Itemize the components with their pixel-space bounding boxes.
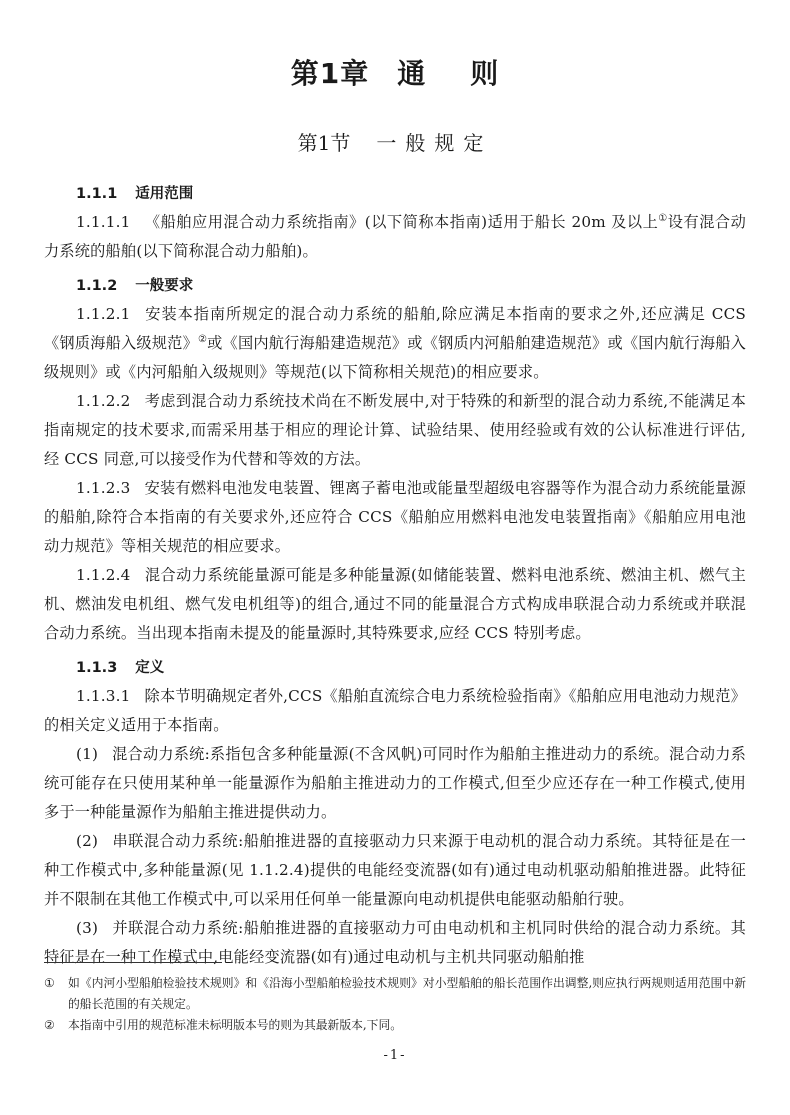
footnote-reference: ①	[658, 213, 668, 224]
clause-number: 1.1.3.1	[76, 687, 131, 705]
clause-paragraph	[44, 208, 746, 266]
clause-text: 《船舶应用混合动力系统指南》(以下简称本指南)适用于船长 20m 及以上	[144, 213, 659, 231]
subsection-heading	[44, 272, 746, 300]
clause-paragraph	[44, 561, 746, 648]
footnote-reference: ②	[197, 334, 208, 345]
page-number: -1-	[383, 1048, 407, 1063]
clause-text: 混合动力系统能量源可能是多种能量源(如储能装置、燃料电池系统、燃油主机、燃气主机、燃油发电机组、燃气发电机组等)的组合,通过不同的能量混合方式构成串联混合动力系统或并联混合动力系统。当出现本指南未提及的能量源时,其特殊要求,应经 CCS 特别考虑。	[44, 566, 746, 642]
clause-paragraph	[44, 474, 746, 561]
footnote-text: 如《内河小型船舶检验技术规则》和《沿海小型船舶检验技术规则》对小型船舶的船长范围作出调整,则应执行两规则适用范围中新的船长范围的有关规定。	[68, 976, 746, 1011]
chapter-title	[0, 52, 790, 92]
chapter-title-part-2: 则	[470, 57, 500, 90]
section-number: 第1节	[297, 131, 351, 155]
heading-title: 适用范围	[135, 186, 194, 202]
section-name: 一般规定	[376, 131, 493, 155]
clause-paragraph	[44, 740, 746, 827]
clause-paragraph	[44, 387, 746, 474]
clause-number: 1.1.2.4	[76, 566, 131, 584]
clause-number: 1.1.2.2	[76, 392, 131, 410]
body-content	[44, 180, 746, 972]
subsection-heading	[44, 180, 746, 208]
clause-number: 1.1.2.3	[76, 479, 131, 497]
subsection-heading	[44, 654, 746, 682]
heading-title: 一般要求	[135, 278, 194, 294]
heading-number: 1.1.3	[76, 660, 118, 676]
clause-number: (2)	[76, 832, 99, 850]
clause-number: (1)	[76, 745, 99, 763]
clause-text: 并联混合动力系统:船舶推进器的直接驱动力可由电动机和主机同时供给的混合动力系统。其特征是在一种工作模式中,电能经变流器(如有)通过电动机与主机共同驱动船舶推	[44, 919, 746, 966]
clause-paragraph	[44, 300, 746, 387]
clause-paragraph	[44, 827, 746, 914]
clause-text: 考虑到混合动力系统技术尚在不断发展中,对于特殊的和新型的混合动力系统,不能满足本指南规定的技术要求,而需采用基于相应的理论计算、试验结果、使用经验或有效的公认标准进行评估,经 CCS 同意,可以接受作为代替和等效的方法。	[44, 392, 746, 468]
clause-number: 1.1.2.1	[76, 305, 131, 323]
clause-number: 1.1.1.1	[76, 213, 131, 231]
footnote-mark: ②	[44, 1018, 55, 1032]
heading-number: 1.1.1	[76, 186, 118, 202]
clause-text: 安装有燃料电池发电装置、锂离子蓄电池或能量型超级电容器等作为混合动力系统能量源的船舶,除符合本指南的有关要求外,还应符合 CCS《船舶应用燃料电池发电装置指南》《船舶应用电池动力规范》等相关规范的相应要求。	[44, 479, 746, 555]
clause-text: 除本节明确规定者外,CCS《船舶直流综合电力系统检验指南》《船舶应用电池动力规范》的相关定义适用于本指南。	[44, 687, 746, 734]
clause-text-continued: 设有混合动力系统的船舶(以下简称混合动力船舶)。	[44, 213, 747, 260]
chapter-number: 第1章	[290, 57, 370, 90]
clause-text: 混合动力系统:系指包含多种能量源(不含风帆)可同时作为船舶主推进动力的系统。混合动力系统可能存在只使用某种单一能量源作为船舶主推进动力的工作模式,但至少应还存在一种工作模式,使用多于一种能量源作为船舶主推进提供动力。	[44, 745, 746, 821]
clause-text: 串联混合动力系统:船舶推进器的直接驱动力只来源于电动机的混合动力系统。其特征是在一种工作模式中,多种能量源(见 1.1.2.4)提供的电能经变流器(如有)通过电动机驱动船舶推进器。此特征并不限制在其他工作模式中,可以采用任何单一能量源向电动机提供电能驱动船舶行驶。	[44, 832, 746, 908]
heading-number: 1.1.2	[76, 278, 118, 294]
clause-paragraph	[44, 914, 746, 972]
footnote	[44, 973, 746, 1015]
chapter-title-part-1: 通	[397, 57, 427, 90]
clause-text-continued: 或《国内航行海船建造规范》或《钢质内河船舶建造规范》或《国内航行海船入级规则》或《内河船舶入级规则》等规范(以下简称相关规范)的相应要求。	[44, 334, 747, 381]
section-title	[0, 127, 790, 156]
heading-title: 定义	[135, 660, 165, 676]
clause-paragraph	[44, 682, 746, 740]
footnote-text: 本指南中引用的规范标准未标明版本号的则为其最新版本,下同。	[68, 1018, 403, 1032]
footnote	[44, 1015, 746, 1036]
footnotes	[44, 973, 746, 1036]
footnote-mark: ①	[44, 976, 55, 990]
footnote-divider	[44, 962, 222, 963]
clause-text: 安装本指南所规定的混合动力系统的船舶,除应满足本指南的要求之外,还应满足 CCS《钢质海船入级规范》	[44, 305, 746, 352]
clause-number: (3)	[76, 919, 99, 937]
